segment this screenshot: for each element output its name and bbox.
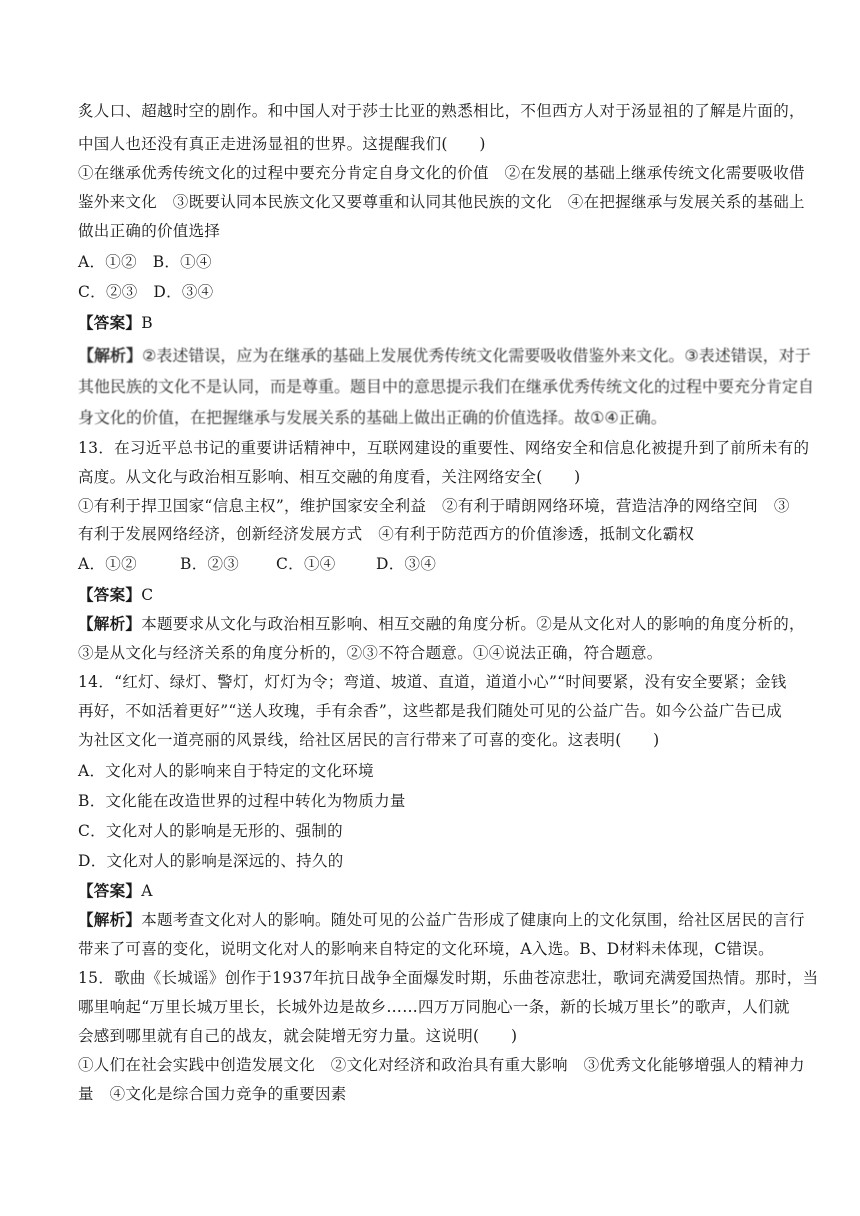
q15-stem-line-3: 会感到哪里就有自己的战友，就会陡增无穷力量。这说明( ) bbox=[78, 1027, 518, 1045]
q14-stem-line-3: 为社区文化一道亮丽的风景线，给社区居民的言行带来了可喜的变化。这表明( ) bbox=[78, 731, 660, 749]
analysis-text: 本题要求从文化与政治相互影响、相互交融的角度分析。②是从文化对人的影响的角度分析的， bbox=[141, 615, 805, 633]
q12-analysis-line-2: 其他民族的文化不是认同，而是尊重。题目中的意思提示我们在继承优秀传统文化的过程中要充分肯定自 bbox=[78, 377, 815, 396]
analysis-text: ②表述错误，应为在继承的基础上发展优秀传统文化需要吸收借鉴外来文化。③表述错误，对于 bbox=[142, 346, 811, 365]
option-c: C．①④ bbox=[276, 555, 336, 573]
q12-analysis-block bbox=[78, 340, 815, 433]
q13-options bbox=[78, 553, 790, 575]
answer-tag: 【答案】 bbox=[78, 585, 142, 604]
q14-stem-line-1: 14．“红灯、绿灯、警灯，灯灯为令；弯道、坡道、直道，道道小心”“时间要紧，没有安全要紧；金钱 bbox=[78, 673, 787, 691]
q12-analysis-line-3: 身文化的价值，在把握继承与发展关系的基础上做出正确的价值选择。故①④正确。 bbox=[78, 408, 667, 427]
option-a: A．①② bbox=[78, 555, 137, 573]
q12-analysis-line-1 bbox=[78, 340, 811, 371]
answer-tag: 【答案】 bbox=[78, 313, 142, 332]
q13-answer bbox=[78, 584, 790, 606]
q14-option-a: A．文化对人的影响来自于特定的文化环境 bbox=[78, 762, 374, 780]
answer-value: C bbox=[141, 586, 154, 604]
q14-option-b: B．文化能在改造世界的过程中转化为物质力量 bbox=[78, 792, 406, 810]
q12-choices-line-3: 做出正确的价值选择 bbox=[78, 222, 221, 240]
answer-tag: 【答案】 bbox=[78, 881, 142, 900]
answer-value: B bbox=[141, 314, 153, 332]
answer-value: A bbox=[141, 882, 153, 900]
q12-answer bbox=[78, 312, 790, 334]
q12-choices-line-1: ①在继承优秀传统文化的过程中要充分肯定自身文化的价值 ②在发展的基础上继承传统文化需要吸收借 bbox=[78, 164, 805, 182]
q15-choices-line-1: ①人们在社会实践中创造发展文化 ②文化对经济和政治具有重大影响 ③优秀文化能够增强人的精神力 bbox=[78, 1056, 805, 1074]
option-d: D．③④ bbox=[376, 555, 437, 573]
q14-analysis-line-1 bbox=[78, 909, 805, 931]
q14-stem-line-2: 再好，不如活着更好”“送人玫瑰，手有余香”，这些都是我们随处可见的公益广告。如今公益广告已成 bbox=[78, 702, 783, 720]
q15-stem-line-1: 15．歌曲《长城谣》创作于1937年抗日战争全面爆发时期，乐曲苍凉悲壮，歌词充满爱国热情。那时，当 bbox=[78, 969, 819, 987]
q13-stem-line-1: 13．在习近平总书记的重要讲话精神中，互联网建设的重要性、网络安全和信息化被提升到了前所未有的 bbox=[78, 439, 810, 457]
q14-option-c: C．文化对人的影响是无形的、强制的 bbox=[78, 822, 343, 840]
q14-analysis-line-2: 带来了可喜的变化，说明文化对人的影响来自特定的文化环境，A入选。B、D材料未体现，C错误。 bbox=[78, 940, 774, 958]
option-b: B．②③ bbox=[180, 555, 240, 573]
q13-choices-line-2: 有利于发展网络经济，创新经济发展方式 ④有利于防范西方的价值渗透，抵制文化霸权 bbox=[78, 525, 695, 543]
q13-analysis-line-1 bbox=[78, 613, 805, 635]
q12-options-line-1: A．①② B．①④ bbox=[78, 253, 212, 271]
q13-analysis-line-2: ③是从文化与经济关系的角度分析的，②③不符合题意。①④说法正确，符合题意。 bbox=[78, 644, 663, 662]
q14-option-d: D．文化对人的影响是深远的、持久的 bbox=[78, 852, 344, 870]
q15-stem-line-2: 哪里响起“万里长城万里长，长城外边是故乡……四万万同胞心一条，新的长城万里长”的歌声，人们就 bbox=[78, 998, 790, 1016]
analysis-tag: 【解析】 bbox=[78, 614, 142, 633]
q12-options-line-2: C．②③ D．③④ bbox=[78, 283, 214, 301]
q14-answer bbox=[78, 880, 790, 902]
q12-stem-line-2: 中国人也还没有真正走进汤显祖的世界。这提醒我们( ) bbox=[78, 135, 486, 153]
q15-choices-line-2: 量 ④文化是综合国力竞争的重要因素 bbox=[78, 1085, 347, 1103]
analysis-text: 本题考查文化对人的影响。随处可见的公益广告形成了健康向上的文化氛围，给社区居民的言行 bbox=[141, 911, 805, 929]
q13-stem-line-2: 高度。从文化与政治相互影响、相互交融的角度看，关注网络安全( ) bbox=[78, 468, 581, 486]
q12-stem-line-1: 炙人口、超越时空的剧作。和中国人对于莎士比亚的熟悉相比，不但西方人对于汤显祖的了解是片面的， bbox=[78, 102, 805, 120]
q12-choices-line-2: 鉴外来文化 ③既要认同本民族文化又要尊重和认同其他民族的文化 ④在把握继承与发展关系的基础上 bbox=[78, 193, 805, 211]
q13-choices-line-1: ①有利于捍卫国家“信息主权”，维护国家安全利益 ②有利于晴朗网络环境，营造洁净的网络空间 ③ bbox=[78, 497, 790, 515]
analysis-tag: 【解析】 bbox=[78, 910, 142, 929]
analysis-tag: 【解析】 bbox=[78, 346, 143, 365]
